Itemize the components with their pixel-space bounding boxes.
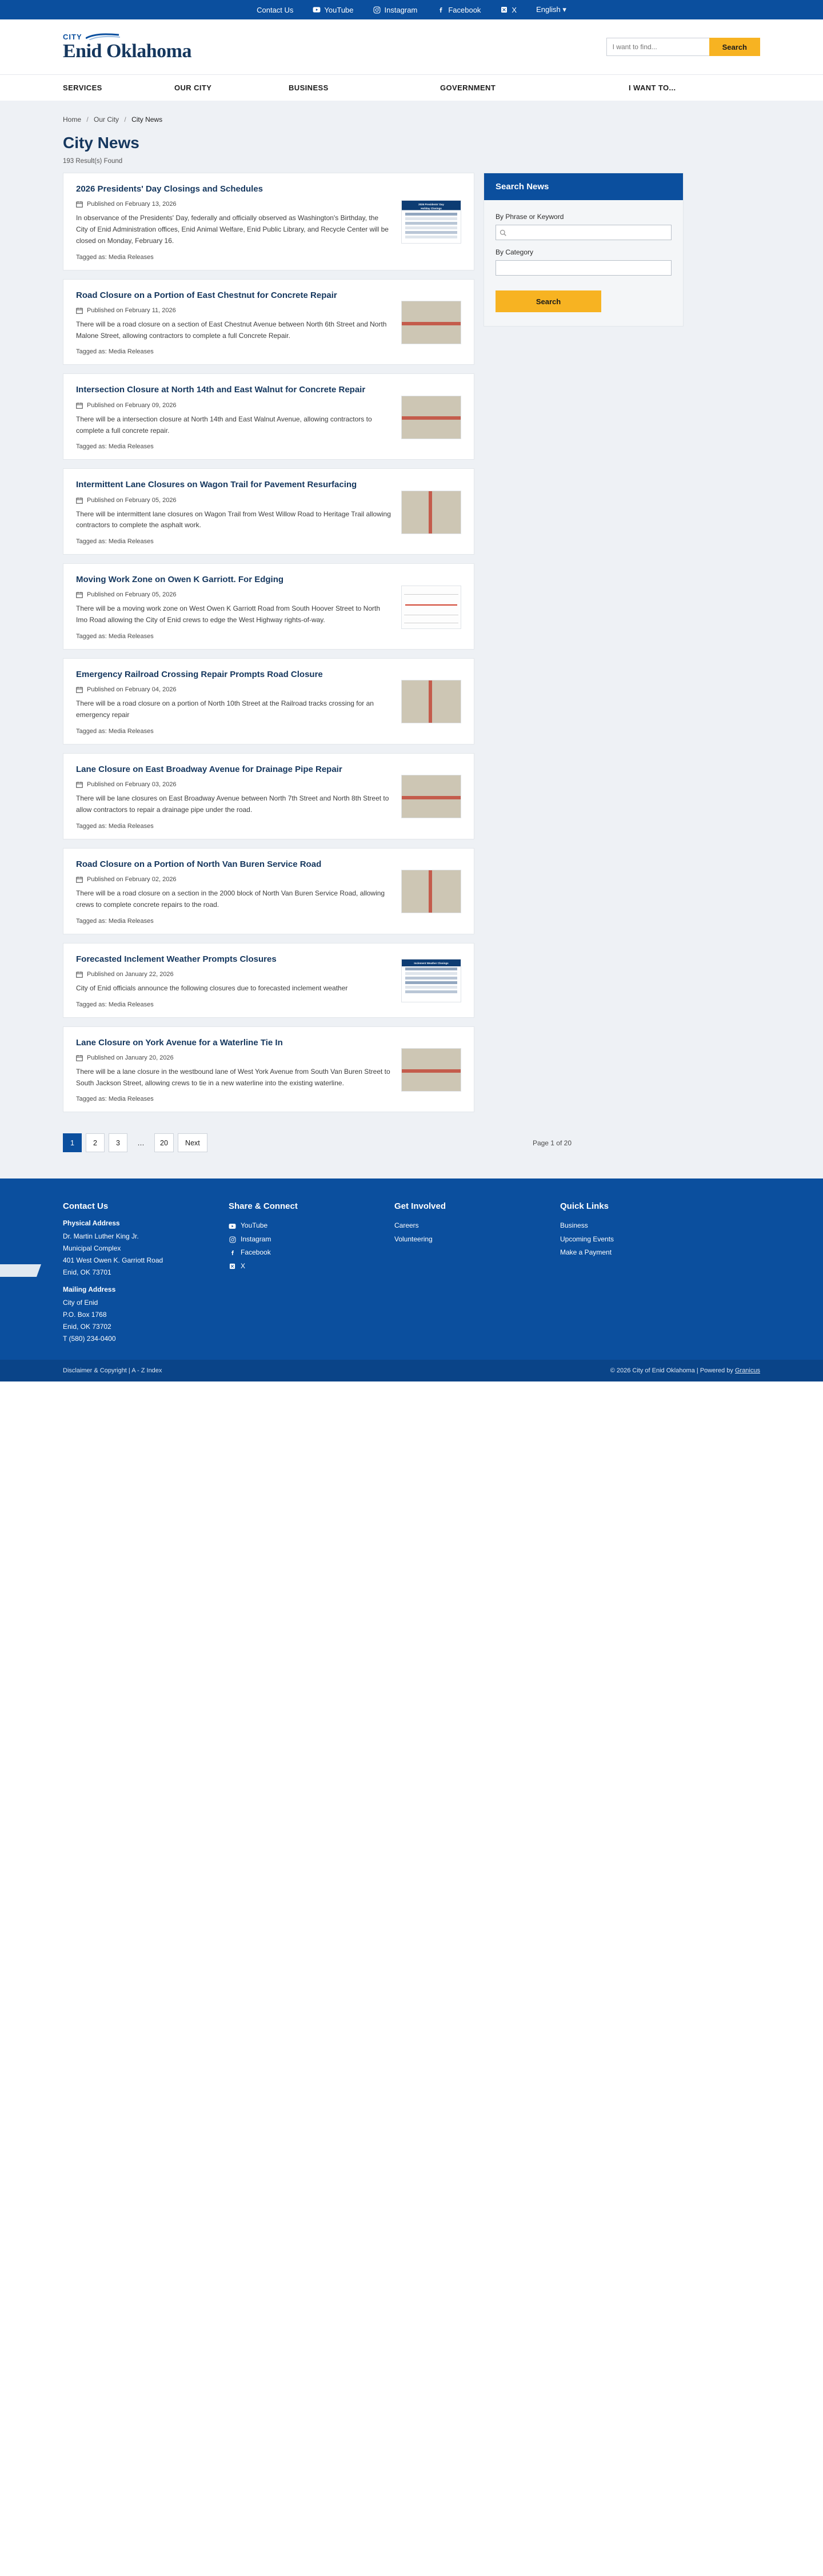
calendar-icon	[76, 971, 83, 978]
news-tag: Tagged as: Media Releases	[76, 917, 154, 925]
news-list	[63, 173, 474, 1121]
physical-address-line-2: Municipal Complex	[63, 1244, 121, 1253]
mailing-phone: T (580) 234-0400	[63, 1335, 116, 1343]
topbar-link-youtube[interactable]	[313, 6, 353, 14]
news-thumbnail[interactable]	[401, 775, 461, 818]
footer-heading-quick-links: Quick Links	[560, 1201, 609, 1212]
search-input[interactable]	[606, 38, 709, 56]
news-title[interactable]: Moving Work Zone on Owen K Garriott. For Edging	[76, 575, 284, 585]
physical-address-line-4: Enid, OK 73701	[63, 1268, 111, 1277]
phrase-label: By Phrase or Keyword	[496, 213, 564, 221]
news-thumbnail[interactable]	[401, 301, 461, 344]
panel-search-button[interactable]: Search	[496, 290, 601, 312]
news-date: Published on January 22, 2026	[87, 970, 174, 978]
youtube-icon	[313, 6, 321, 14]
footer-column-get-involved	[394, 1201, 560, 1345]
page-title: City News	[63, 134, 139, 152]
flyer-image: Inclement Weather Closings	[402, 959, 461, 1002]
footer-link-volunteering[interactable]: Volunteering	[394, 1235, 433, 1243]
footer-social-label-youtube: YouTube	[241, 1221, 268, 1230]
news-date: Published on February 05, 2026	[87, 496, 177, 504]
footer-heading-contact: Contact Us	[63, 1201, 109, 1212]
footer-social-label-instagram: Instagram	[241, 1235, 271, 1243]
site-logo[interactable]	[63, 33, 191, 62]
aerial-map-image	[402, 396, 461, 439]
news-tag: Tagged as: Media Releases	[76, 443, 154, 451]
mailing-address-line-3: Enid, OK 73702	[63, 1323, 111, 1331]
calendar-icon	[76, 307, 83, 314]
news-date-row	[76, 1054, 391, 1061]
news-tag: Tagged as: Media Releases	[76, 1001, 154, 1008]
page-button-2[interactable]: 2	[86, 1133, 105, 1152]
news-tag: Tagged as: Media Releases	[76, 822, 154, 830]
youtube-icon	[229, 1223, 236, 1230]
news-excerpt: There will be a road closure on a portion of North 10th Street at the Railroad tracks crossing for an emergency repair	[76, 699, 374, 719]
footer-link-make-a-payment[interactable]: Make a Payment	[560, 1248, 612, 1257]
footer-heading-get-involved: Get Involved	[394, 1201, 446, 1212]
news-thumbnail[interactable]	[401, 200, 461, 244]
news-thumbnail[interactable]	[401, 680, 461, 723]
breadcrumb-sep-1: /	[86, 116, 89, 124]
news-excerpt: City of Enid officials announce the following closures due to forecasted inclement weather	[76, 984, 348, 992]
breadcrumb-current: City News	[131, 116, 163, 124]
news-card[interactable]	[63, 468, 474, 555]
pagination	[0, 1121, 823, 1152]
breadcrumb	[0, 101, 823, 124]
search-button[interactable]: Search	[709, 38, 760, 56]
news-thumbnail[interactable]	[401, 1048, 461, 1092]
news-thumbnail[interactable]	[401, 870, 461, 913]
calendar-icon	[76, 876, 83, 883]
header-search	[606, 38, 760, 56]
news-excerpt: There will be a moving work zone on West Owen K Garriott Road from South Hoover Street to North Imo Road allowing the City of Enid crews to edge the West Highway rights-of-way.	[76, 604, 381, 624]
footer-link-facebook[interactable]	[229, 1246, 394, 1259]
footer-column-contact	[63, 1201, 229, 1345]
topbar-label-3: Facebook	[448, 5, 481, 14]
aerial-map-image	[402, 491, 461, 533]
news-date-row	[76, 971, 391, 978]
footer-social-label-x: X	[241, 1261, 246, 1270]
results-count: 193 Result(s) Found	[63, 158, 123, 165]
news-title[interactable]: Forecasted Inclement Weather Prompts Closures	[76, 954, 277, 964]
news-title[interactable]: Road Closure on a Portion of North Van Buren Service Road	[76, 859, 322, 869]
page-button-20[interactable]: 20	[154, 1133, 174, 1152]
facebook-icon	[229, 1249, 236, 1256]
logo-title: Enid Oklahoma	[63, 40, 191, 62]
news-date-row	[76, 781, 391, 788]
news-date-row	[76, 201, 391, 208]
news-thumbnail[interactable]	[401, 491, 461, 534]
news-card[interactable]	[63, 943, 474, 1018]
news-date: Published on February 03, 2026	[87, 781, 177, 789]
news-date-row	[76, 402, 391, 409]
news-date-row	[76, 591, 391, 598]
logo-swoosh-icon	[86, 33, 120, 40]
news-card[interactable]	[63, 563, 474, 650]
category-input[interactable]	[496, 260, 672, 276]
news-date: Published on February 09, 2026	[87, 401, 177, 409]
mailing-address-line-2: P.O. Box 1768	[63, 1311, 107, 1319]
topbar-label-2: Instagram	[384, 5, 418, 14]
news-tag: Tagged as: Media Releases	[76, 1096, 154, 1103]
nav-item-government[interactable]: GOVERNMENT	[440, 83, 496, 92]
physical-address-label: Physical Address	[63, 1219, 120, 1228]
news-title[interactable]: Intersection Closure at North 14th and East Walnut for Concrete Repair	[76, 385, 366, 395]
language-selector[interactable]	[536, 5, 566, 14]
next-page-button[interactable]: Next	[178, 1133, 207, 1152]
footer-bottom-bar	[0, 1360, 823, 1381]
search-icon	[500, 229, 506, 236]
physical-address-line-1: Dr. Martin Luther King Jr.	[63, 1232, 139, 1241]
footer-ribbon-decoration	[0, 1264, 41, 1277]
news-excerpt: In observance of the Presidents' Day, federally and officially observed as Washington's Birthday, the City of Enid Administration offices, Enid Animal Welfare, Enid Public Library, and Recycle Center will be closed on Monday, February 16.	[76, 214, 389, 245]
topbar-link-x[interactable]	[500, 6, 517, 14]
breadcrumb-sep-2: /	[124, 116, 126, 124]
search-news-heading: Search News	[484, 173, 683, 200]
news-thumbnail[interactable]	[401, 959, 461, 1002]
disclaimer-copyright-link[interactable]: Disclaimer & Copyright | A - Z Index	[63, 1367, 162, 1375]
calendar-icon	[76, 591, 83, 598]
topbar-label-5: English ▾	[536, 5, 566, 14]
news-title[interactable]: Emergency Railroad Crossing Repair Prompts Road Closure	[76, 670, 323, 680]
copyright-text	[610, 1367, 760, 1374]
news-date: Published on February 11, 2026	[87, 306, 176, 314]
news-tag: Tagged as: Media Releases	[76, 538, 154, 546]
news-excerpt: There will be lane closures on East Broadway Avenue between North 7th Street and North 8th Street to allow contractors to repair a drainage pipe under the road.	[76, 794, 389, 814]
aerial-map-image	[402, 775, 461, 818]
news-date: Published on February 13, 2026	[87, 201, 177, 208]
mailing-address-line-1: City of Enid	[63, 1299, 98, 1307]
news-title[interactable]: 2026 Presidents' Day Closings and Schedules	[76, 184, 263, 194]
calendar-icon	[76, 686, 83, 693]
footer-link-x[interactable]	[229, 1260, 394, 1273]
topbar-label-1: YouTube	[324, 5, 354, 14]
page-ellipsis: …	[137, 1138, 145, 1147]
sidebar	[484, 173, 684, 327]
news-thumbnail[interactable]	[401, 586, 461, 629]
topbar-link-facebook[interactable]	[437, 6, 481, 14]
breadcrumb-home[interactable]: Home	[63, 116, 82, 124]
news-date-row	[76, 686, 391, 693]
x-icon	[229, 1263, 236, 1270]
news-card[interactable]	[63, 1026, 474, 1113]
news-excerpt: There will be a intersection closure at North 14th and East Walnut Avenue, allowing contractors to complete a full concrete repair.	[76, 415, 372, 435]
calendar-icon	[76, 201, 83, 208]
aerial-map-image	[402, 870, 461, 913]
news-date-row	[76, 876, 391, 883]
news-date: Published on January 20, 2026	[87, 1054, 174, 1061]
category-label: By Category	[496, 248, 534, 256]
topbar-label-0: Contact Us	[257, 5, 294, 14]
footer-link-careers[interactable]: Careers	[394, 1221, 419, 1230]
news-tag: Tagged as: Media Releases	[76, 727, 154, 735]
calendar-icon	[76, 497, 83, 504]
news-title[interactable]: Lane Closure on East Broadway Avenue for Drainage Pipe Repair	[76, 764, 342, 774]
news-date-row	[76, 497, 391, 504]
footer-link-business[interactable]: Business	[560, 1221, 588, 1230]
instagram-icon	[373, 6, 381, 14]
x-icon	[500, 6, 508, 14]
page-button-1[interactable]: 1	[63, 1133, 82, 1152]
news-card[interactable]	[63, 658, 474, 744]
footer-social-label-facebook: Facebook	[241, 1248, 271, 1257]
news-card[interactable]	[63, 173, 474, 270]
phrase-input[interactable]	[496, 225, 672, 240]
utility-bar	[0, 0, 823, 19]
calendar-icon	[76, 781, 83, 788]
mailing-address-label: Mailing Address	[63, 1285, 116, 1294]
nav-item-our-city[interactable]: OUR CITY	[174, 83, 212, 92]
aerial-map-image	[402, 680, 461, 723]
main-nav	[0, 74, 823, 101]
search-news-panel	[484, 173, 684, 327]
footer-link-upcoming-events[interactable]: Upcoming Events	[560, 1235, 614, 1243]
aerial-map-image	[402, 301, 461, 344]
news-date: Published on February 05, 2026	[87, 591, 177, 599]
instagram-icon	[229, 1236, 236, 1243]
news-date: Published on February 02, 2026	[87, 875, 177, 883]
news-title[interactable]: Lane Closure on York Avenue for a Waterline Tie In	[76, 1037, 283, 1048]
news-card[interactable]	[63, 848, 474, 934]
news-title[interactable]: Intermittent Lane Closures on Wagon Trail for Pavement Resurfacing	[76, 480, 357, 490]
footer-column-quick-links	[560, 1201, 732, 1345]
news-excerpt: There will be a road closure on a section in the 2000 block of North Van Buren Service Road, allowing crews to complete concrete repairs to the road.	[76, 889, 385, 909]
footer-link-youtube[interactable]	[229, 1219, 394, 1232]
route-map-image	[402, 586, 461, 628]
calendar-icon	[76, 402, 83, 409]
footer-link-instagram[interactable]	[229, 1233, 394, 1246]
nav-item-services[interactable]: SERVICES	[63, 83, 102, 92]
logo-city-text: CITY	[63, 32, 82, 41]
site-footer	[0, 1178, 823, 1360]
copyright-prefix: © 2026 City of Enid Oklahoma | Powered by	[610, 1367, 735, 1375]
site-header	[0, 19, 823, 74]
news-tag: Tagged as: Media Releases	[76, 633, 154, 640]
breadcrumb-our-city[interactable]: Our City	[94, 116, 119, 124]
news-title[interactable]: Road Closure on a Portion of East Chestnut for Concrete Repair	[76, 290, 337, 300]
nav-item-i-want-to[interactable]: I WANT TO...	[629, 83, 676, 92]
topbar-link-instagram[interactable]	[373, 6, 418, 14]
physical-address-line-3: 401 West Owen K. Garriott Road	[63, 1256, 163, 1265]
footer-heading-share: Share & Connect	[229, 1201, 298, 1212]
footer-column-share	[229, 1201, 394, 1345]
topbar-label-4: X	[512, 5, 517, 14]
news-excerpt: There will be intermittent lane closures on Wagon Trail from West Willow Road to Heritage Trail allowing contractors to complete the asphalt work.	[76, 509, 391, 529]
news-card[interactable]	[63, 753, 474, 839]
news-date: Published on February 04, 2026	[87, 686, 177, 694]
topbar-link-contact-us[interactable]	[257, 6, 293, 14]
flyer-image: 2026 Presidents' Day Holiday Closings	[402, 201, 461, 243]
calendar-icon	[76, 1054, 83, 1061]
page-info: Page 1 of 20	[532, 1138, 572, 1147]
news-card[interactable]	[63, 373, 474, 460]
news-thumbnail[interactable]	[401, 396, 461, 439]
news-card[interactable]	[63, 279, 474, 365]
page-content	[0, 101, 823, 1178]
aerial-map-image	[402, 1049, 461, 1091]
news-tag: Tagged as: Media Releases	[76, 253, 154, 261]
news-tag: Tagged as: Media Releases	[76, 348, 154, 356]
page-button-3[interactable]: 3	[109, 1133, 127, 1152]
news-excerpt: There will be a road closure on a section of East Chestnut Avenue between North 6th Street and North Malone Street, allowing contractors to complete a full Concrete Repair.	[76, 320, 387, 340]
news-excerpt: There will be a lane closure in the westbound lane of West York Avenue from South Van Buren Street to South Jackson Street, allowing crews to tie in a new waterline into the existing waterline.	[76, 1067, 390, 1087]
news-date-row	[76, 307, 391, 314]
facebook-icon	[437, 6, 445, 14]
granicus-link[interactable]: Granicus	[734, 1367, 760, 1375]
nav-item-business[interactable]: BUSINESS	[289, 83, 329, 92]
